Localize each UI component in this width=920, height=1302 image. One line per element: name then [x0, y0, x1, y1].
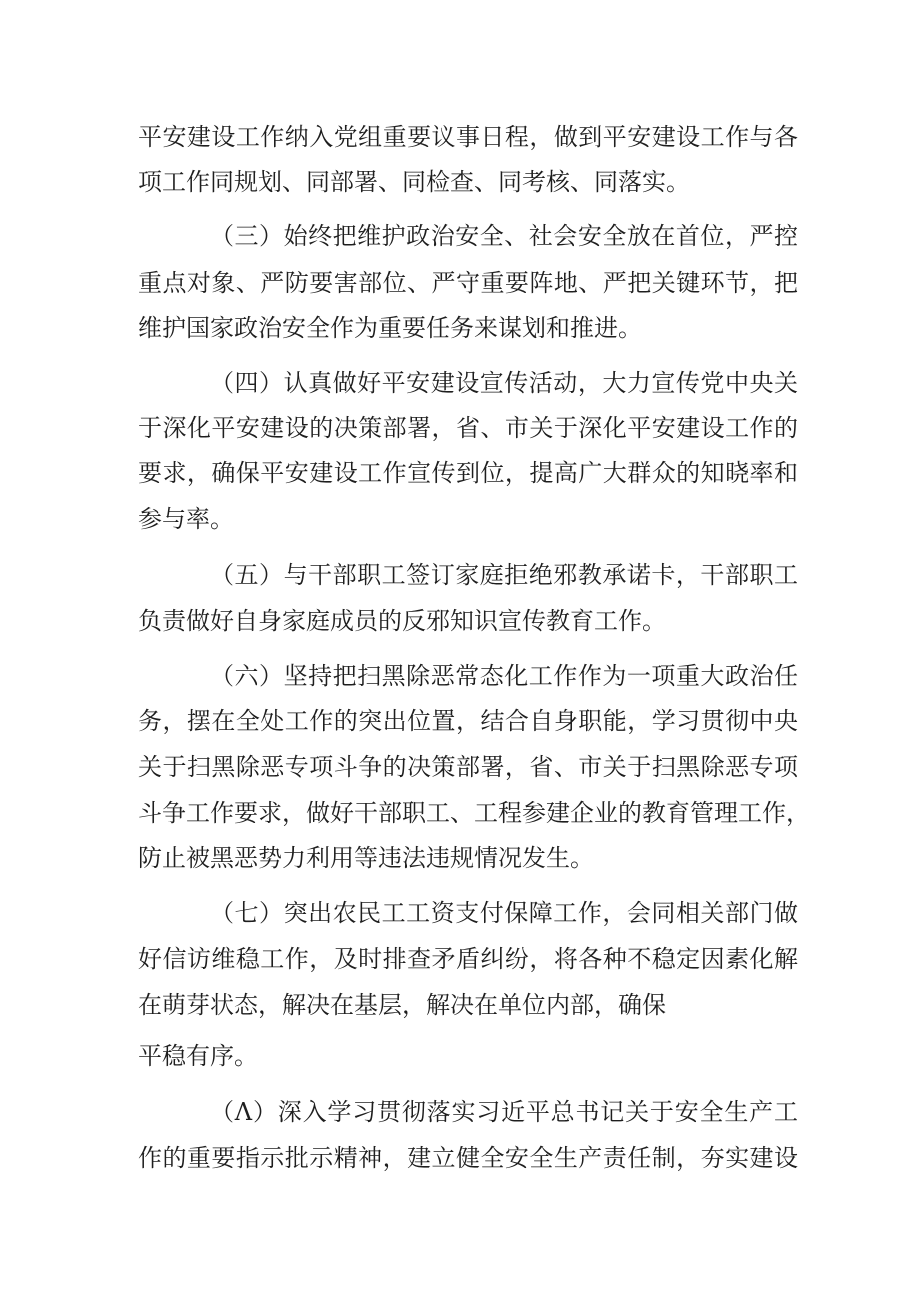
- text-line: 负责做好自身家庭成员的反邪知识宣传教育工作。: [138, 607, 666, 635]
- text-line: 要求，确保平安建设工作宣传到位，提高广大群众的知晓率和: [138, 459, 798, 487]
- text-line: 务，摆在全处工作的突出位置，结合自身职能，学习贯彻中央: [138, 707, 798, 735]
- text-line: 重点对象、严防要害部位、严守重要阵地、严把关键环节，把: [138, 269, 798, 297]
- text-line: 好信访维稳工作，及时排查矛盾纠纷，将各种不稳定因素化解: [138, 945, 798, 973]
- text-line: 项工作同规划、同部署、同检查、同考核、同落实。: [138, 168, 690, 196]
- text-line: 斗争工作要求，做好干部职工、工程参建企业的教育管理工作，: [138, 799, 810, 827]
- text-line: 作的重要指示批示精神，建立健全安全生产责任制，夯实建设: [138, 1144, 798, 1172]
- text-line: 平稳有序。: [138, 1042, 258, 1070]
- text-line: 于深化平安建设的决策部署，省、市关于深化平安建设工作的: [138, 414, 798, 442]
- text-line: 参与率。: [138, 505, 234, 533]
- paragraph-4-first-line: （四）认真做好平安建设宣传活动，大力宣传党中央关: [210, 369, 798, 397]
- paragraph-6-first-line: （六）坚持把扫黑除恶常态化工作作为一项重大政治任: [210, 662, 798, 690]
- paragraph-7-first-line: （七）突出农民工工资支付保障工作，会同相关部门做: [210, 899, 798, 927]
- paragraph-3-first-line: （三）始终把维护政治安全、社会安全放在首位，严控: [210, 222, 798, 250]
- paragraph-8-first-line: （Λ）深入学习贯彻落实习近平总书记关于安全生产工: [210, 1098, 798, 1126]
- text-line: 平安建设工作纳入党组重要议事日程，做到平安建设工作与各: [138, 123, 798, 151]
- text-line: 在萌芽状态，解决在基层，解决在单位内部，确保: [138, 991, 666, 1019]
- text-line: 关于扫黑除恶专项斗争的决策部署，省、市关于扫黑除恶专项: [138, 753, 798, 781]
- paragraph-5-first-line: （五）与干部职工签订家庭拒绝邪教承诺卡，干部职工: [210, 561, 798, 589]
- text-line: 防止被黑恶势力利用等违法违规情况发生。: [138, 844, 594, 872]
- text-line: 维护国家政治安全作为重要任务来谋划和推进。: [138, 314, 642, 342]
